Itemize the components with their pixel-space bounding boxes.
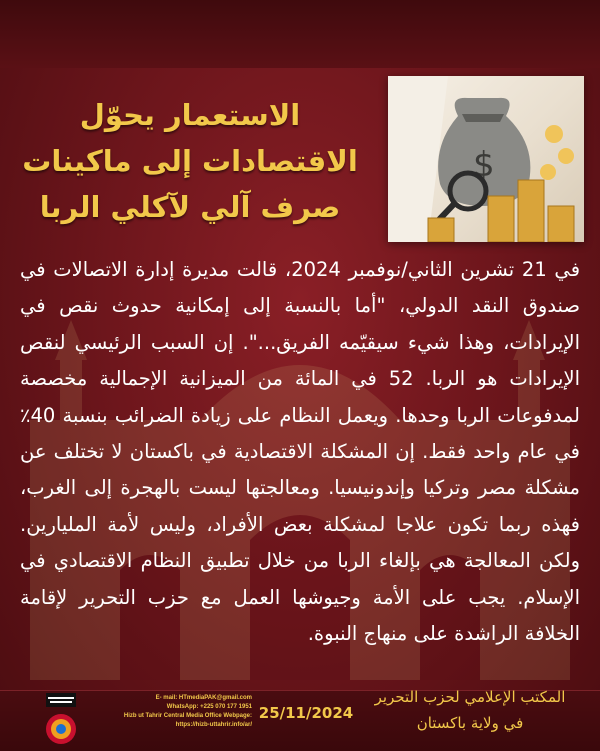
- webpage-label: Hizb ut Tahrir Central Media Office Webpage:: [123, 713, 252, 719]
- office-line-1: المكتب الإعلامي لحزب التحرير: [374, 688, 566, 706]
- money-bag-coins-icon: [388, 76, 584, 242]
- publication-date: 25/11/2024: [258, 704, 354, 722]
- media-office-logo-icon: [40, 693, 82, 745]
- top-band: [0, 0, 600, 68]
- article-body: في 21 تشرين الثاني/نوفمبر 2024، قالت مديرة إدارة الاتصالات في صندوق النقد الدولي، "أما بالنسبة إلى إمكانية حدوث نقص في الإيرادات، وهذا شيء سيقيّمه الفريق...". إن السبب الرئيسي لنقص الإيرادات هو الربا. 52 في المائة من الميزانية الإجمالية مخصصة لمدفوعات الربا وحدها. ويعمل النظام على زيادة الضرائب بنسبة 40٪ في عام واحد فقط. إن المشكلة الاقتصادية في باكستان لا تختلف عن مشكلة مصر وتركيا وإندونيسيا. ومعالجتها ليست بالهجرة إلى الغرب، فهذه ربما تكون علاجا لمشكلة بعض الأفراد، وليس لأمة المليارين. ولكن المعالجة هي بإلغاء الربا من خلال تطبيق النظام الاقتصادي في الإسلام. يجب على الأمة وجيوشها العمل مع حزب التحرير لإقامة الخلافة الراشدة على منهاج النبوة.: [20, 258, 581, 646]
- media-office-name: [350, 684, 590, 736]
- money-bag-image: [388, 76, 584, 242]
- office-line-2: في ولاية باكستان: [416, 714, 524, 732]
- webpage-link[interactable]: https://hizb-uttahrir.info/ar/: [175, 722, 252, 728]
- headline-line-1: الاستعمار يحوّل: [79, 98, 301, 132]
- headline-line-3: صرف آلي لآكلي الربا: [39, 190, 341, 224]
- headline: [10, 92, 370, 230]
- contact-info: [92, 694, 252, 730]
- svg-text:$: $: [473, 145, 495, 185]
- headline-line-2: الاقتصادات إلى ماكينات: [22, 144, 358, 178]
- email-text[interactable]: E- mail: HTmediaPAK@gmail.com: [155, 695, 252, 701]
- whatsapp-text[interactable]: WhatsApp: +225 070 177 1951: [166, 704, 252, 710]
